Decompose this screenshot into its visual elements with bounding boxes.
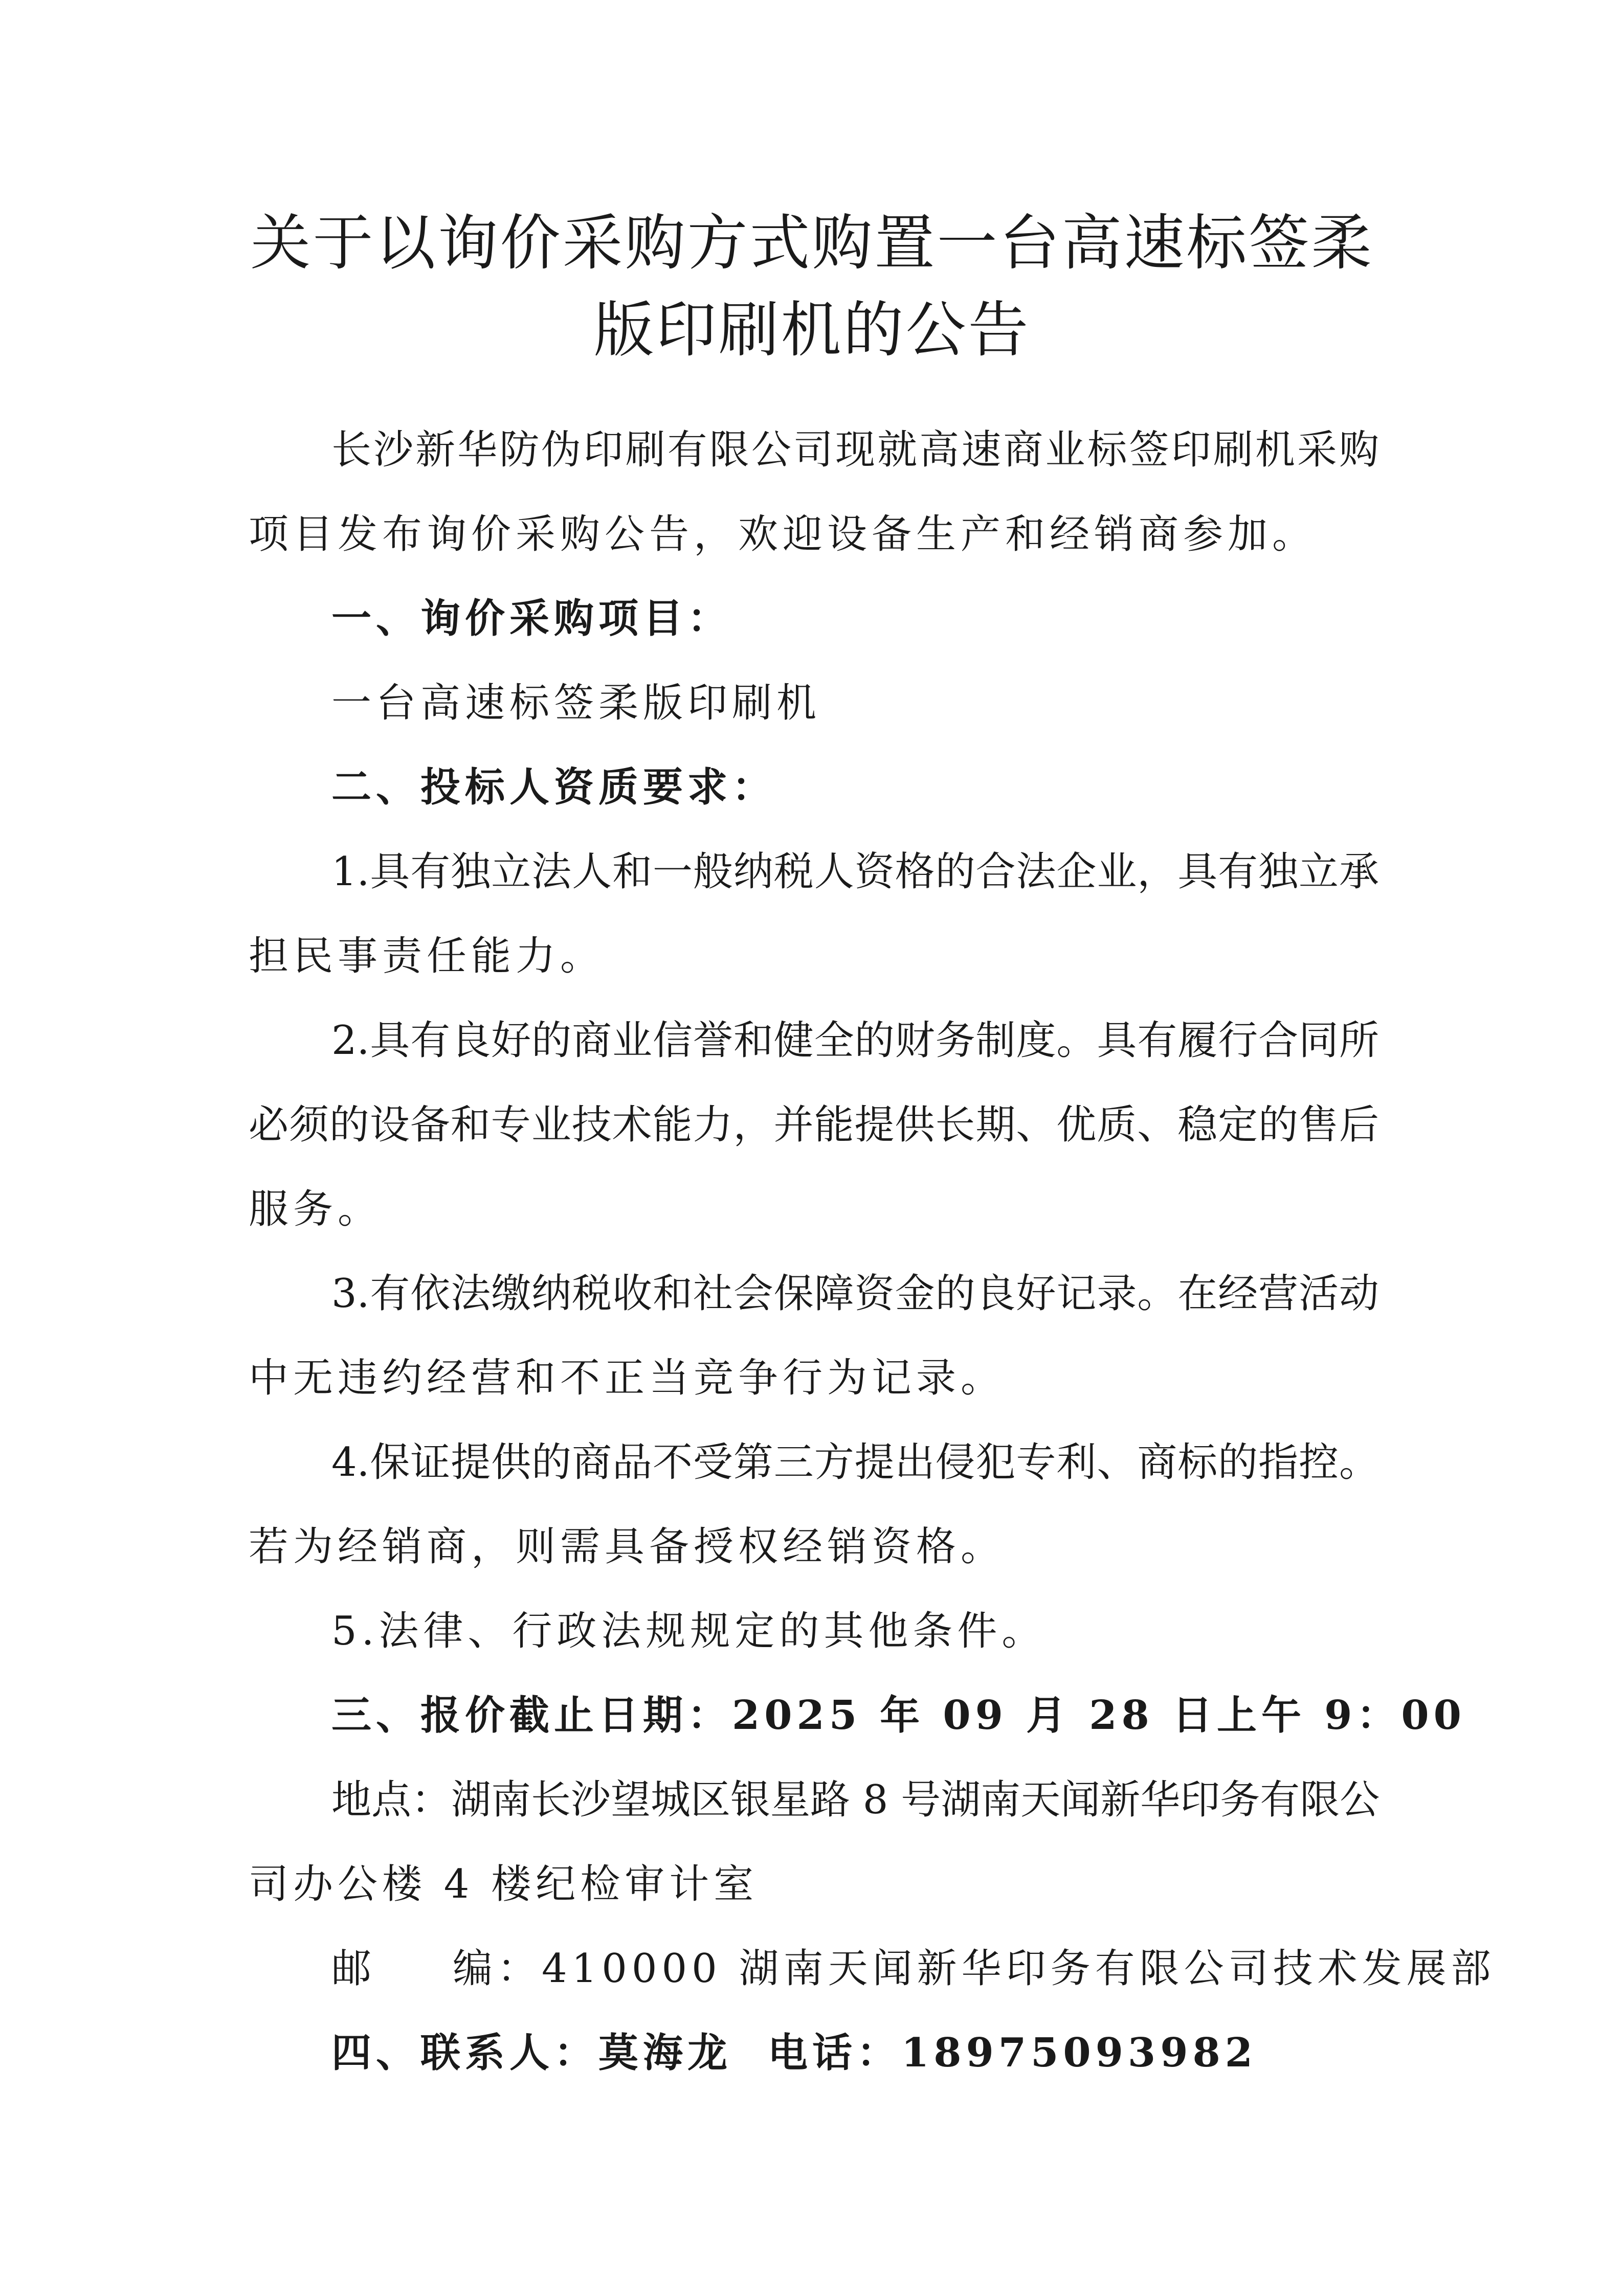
requirement-1-line-2: 担民事责任能力。: [249, 933, 605, 979]
section-1-item: 一台高速标签柔版印刷机: [331, 680, 821, 726]
intro-line-1: 长沙新华防伪印刷有限公司现就高速商业标签印刷机采购: [331, 427, 1379, 473]
intro-line-2: 项目发布询价采购公告，欢迎设备生产和经销商参加。: [249, 511, 1317, 557]
requirement-2-line-1: 2.具有良好的商业信誉和健全的财务制度。具有履行合同所: [331, 1018, 1379, 1064]
requirement-3-line-1: 3.有依法缴纳税收和社会保障资金的良好记录。在经营活动: [331, 1271, 1379, 1317]
section-1-heading: 一、询价采购项目：: [331, 595, 732, 642]
postcode-label-b: 编：410000 湖南天闻新华印务有限公司技术发展部: [453, 1946, 1496, 1992]
requirement-5: 5.法律、行政法规规定的其他条件。: [331, 1608, 1047, 1654]
section-2-heading: 二、投标人资质要求：: [331, 764, 777, 811]
requirement-4-line-2: 若为经销商，则需具备授权经销资格。: [249, 1524, 1006, 1570]
requirement-1-line-1: 1.具有独立法人和一般纳税人资格的合法企业，具有独立承: [331, 849, 1379, 895]
document-title-line-1: 关于以询价采购方式购置一台高速标签柔: [250, 208, 1374, 278]
document-title-line-2: 版印刷机的公告: [593, 295, 1031, 365]
location-line-2: 司办公楼 4 楼纪检审计室: [249, 1861, 759, 1907]
contact-phone: 电话：18975093982: [768, 2030, 1258, 2076]
section-3-heading: 三、报价截止日期：2025 年 09 月 28 日上午 9：00: [331, 1692, 1466, 1739]
location-line-1: 地点：湖南长沙望城区银星路 8 号湖南天闻新华印务有限公: [331, 1777, 1380, 1823]
requirement-2-line-2: 必须的设备和专业技术能力，并能提供长期、优质、稳定的售后: [249, 1102, 1379, 1148]
requirement-3-line-2: 中无违约经营和不正当竞争行为记录。: [249, 1355, 1006, 1401]
contact-line: [331, 2028, 1257, 2079]
postcode-line: [331, 1943, 1496, 1994]
postcode-label-a: 邮: [331, 1946, 376, 1992]
requirement-4-line-1: 4.保证提供的商品不受第三方提出侵犯专利、商标的指控。: [331, 1439, 1379, 1485]
contact-person: 四、联系人：莫海龙: [331, 2030, 732, 2076]
requirement-2-line-3: 服务。: [249, 1186, 383, 1232]
